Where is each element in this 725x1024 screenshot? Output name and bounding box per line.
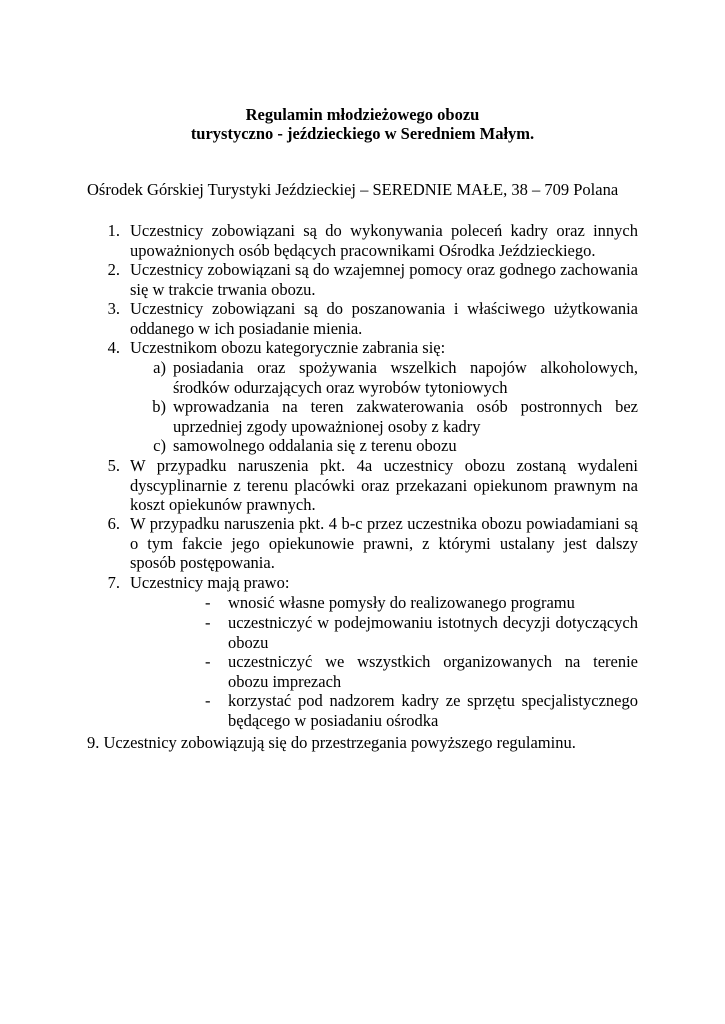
rule-number: 2. [107, 260, 120, 279]
rule-text: Uczestnicy zobowiązani są do wykonywania poleceń kadry oraz innych upoważnionych osób będących pracownikami Ośrodka Jeździeckiego. [130, 221, 638, 260]
sub-item-text: posiadania oraz spożywania wszelkich napojów alkoholowych, środków odurzających oraz wyrobów tytoniowych [173, 358, 638, 397]
rights-text: korzystać pod nadzorem kadry ze sprzętu specjalistycznego będącego w posiadaniu ośrodka [228, 691, 638, 730]
rule-text: Uczestnicy zobowiązani są do wzajemnej pomocy oraz godnego zachowania się w trakcie trwania obozu. [130, 260, 638, 299]
dash-bullet: - [205, 613, 211, 632]
rights-text: uczestniczyć w podejmowaniu istotnych decyzji dotyczących obozu [228, 613, 638, 652]
rule-number: 5. [107, 456, 120, 475]
title-line-2: turystyczno - jeździeckiego w Seredniem Małym. [190, 124, 535, 143]
organization-line: Ośrodek Górskiej Turystyki Jeździeckiej – SEREDNIE MAŁE, 38 – 709 Polana [87, 180, 619, 199]
final-rule: 9. Uczestnicy zobowiązują się do przestrzegania powyższego regulaminu. [87, 733, 576, 752]
rule-number: 6. [107, 514, 120, 533]
rule-text: W przypadku naruszenia pkt. 4 b-c przez uczestnika obozu powiadamiani są o tym fakcie jego opiekunowie prawni, z którymi ustalany jest dalszy sposób postępowania. [130, 514, 638, 572]
rule-text: Uczestnicy mają prawo: [130, 573, 290, 592]
rule-text: W przypadku naruszenia pkt. 4a uczestnicy obozu zostaną wydaleni dyscyplinarnie z terenu placówki oraz przekazani opiekunom prawnym na koszt opiekunów prawnych. [130, 456, 638, 514]
rule-number: 7. [107, 573, 120, 592]
title-line-1: Regulamin młodzieżowego obozu [245, 105, 480, 124]
sub-item-letter: b) [152, 397, 166, 416]
rule-number: 4. [107, 338, 120, 357]
rule-text: Uczestnikom obozu kategorycznie zabrania się: [130, 338, 446, 357]
sub-item-text: wprowadzania na teren zakwaterowania osób postronnych bez uprzedniej zgody upoważnionej osoby z kadry [173, 397, 638, 436]
sub-item-text: samowolnego oddalania się z terenu obozu [173, 436, 457, 455]
dash-bullet: - [205, 691, 211, 710]
rights-text: uczestniczyć we wszystkich organizowanych na terenie obozu imprezach [228, 652, 638, 691]
dash-bullet: - [205, 593, 211, 612]
rule-number: 1. [107, 221, 120, 240]
sub-item-letter: a) [153, 358, 166, 377]
rights-text: wnosić własne pomysły do realizowanego programu [228, 593, 575, 612]
sub-item-letter: c) [153, 436, 166, 455]
dash-bullet: - [205, 652, 211, 671]
rule-number: 3. [107, 299, 120, 318]
rule-text: Uczestnicy zobowiązani są do poszanowania i właściwego użytkowania oddanego w ich posiadanie mienia. [130, 299, 638, 338]
